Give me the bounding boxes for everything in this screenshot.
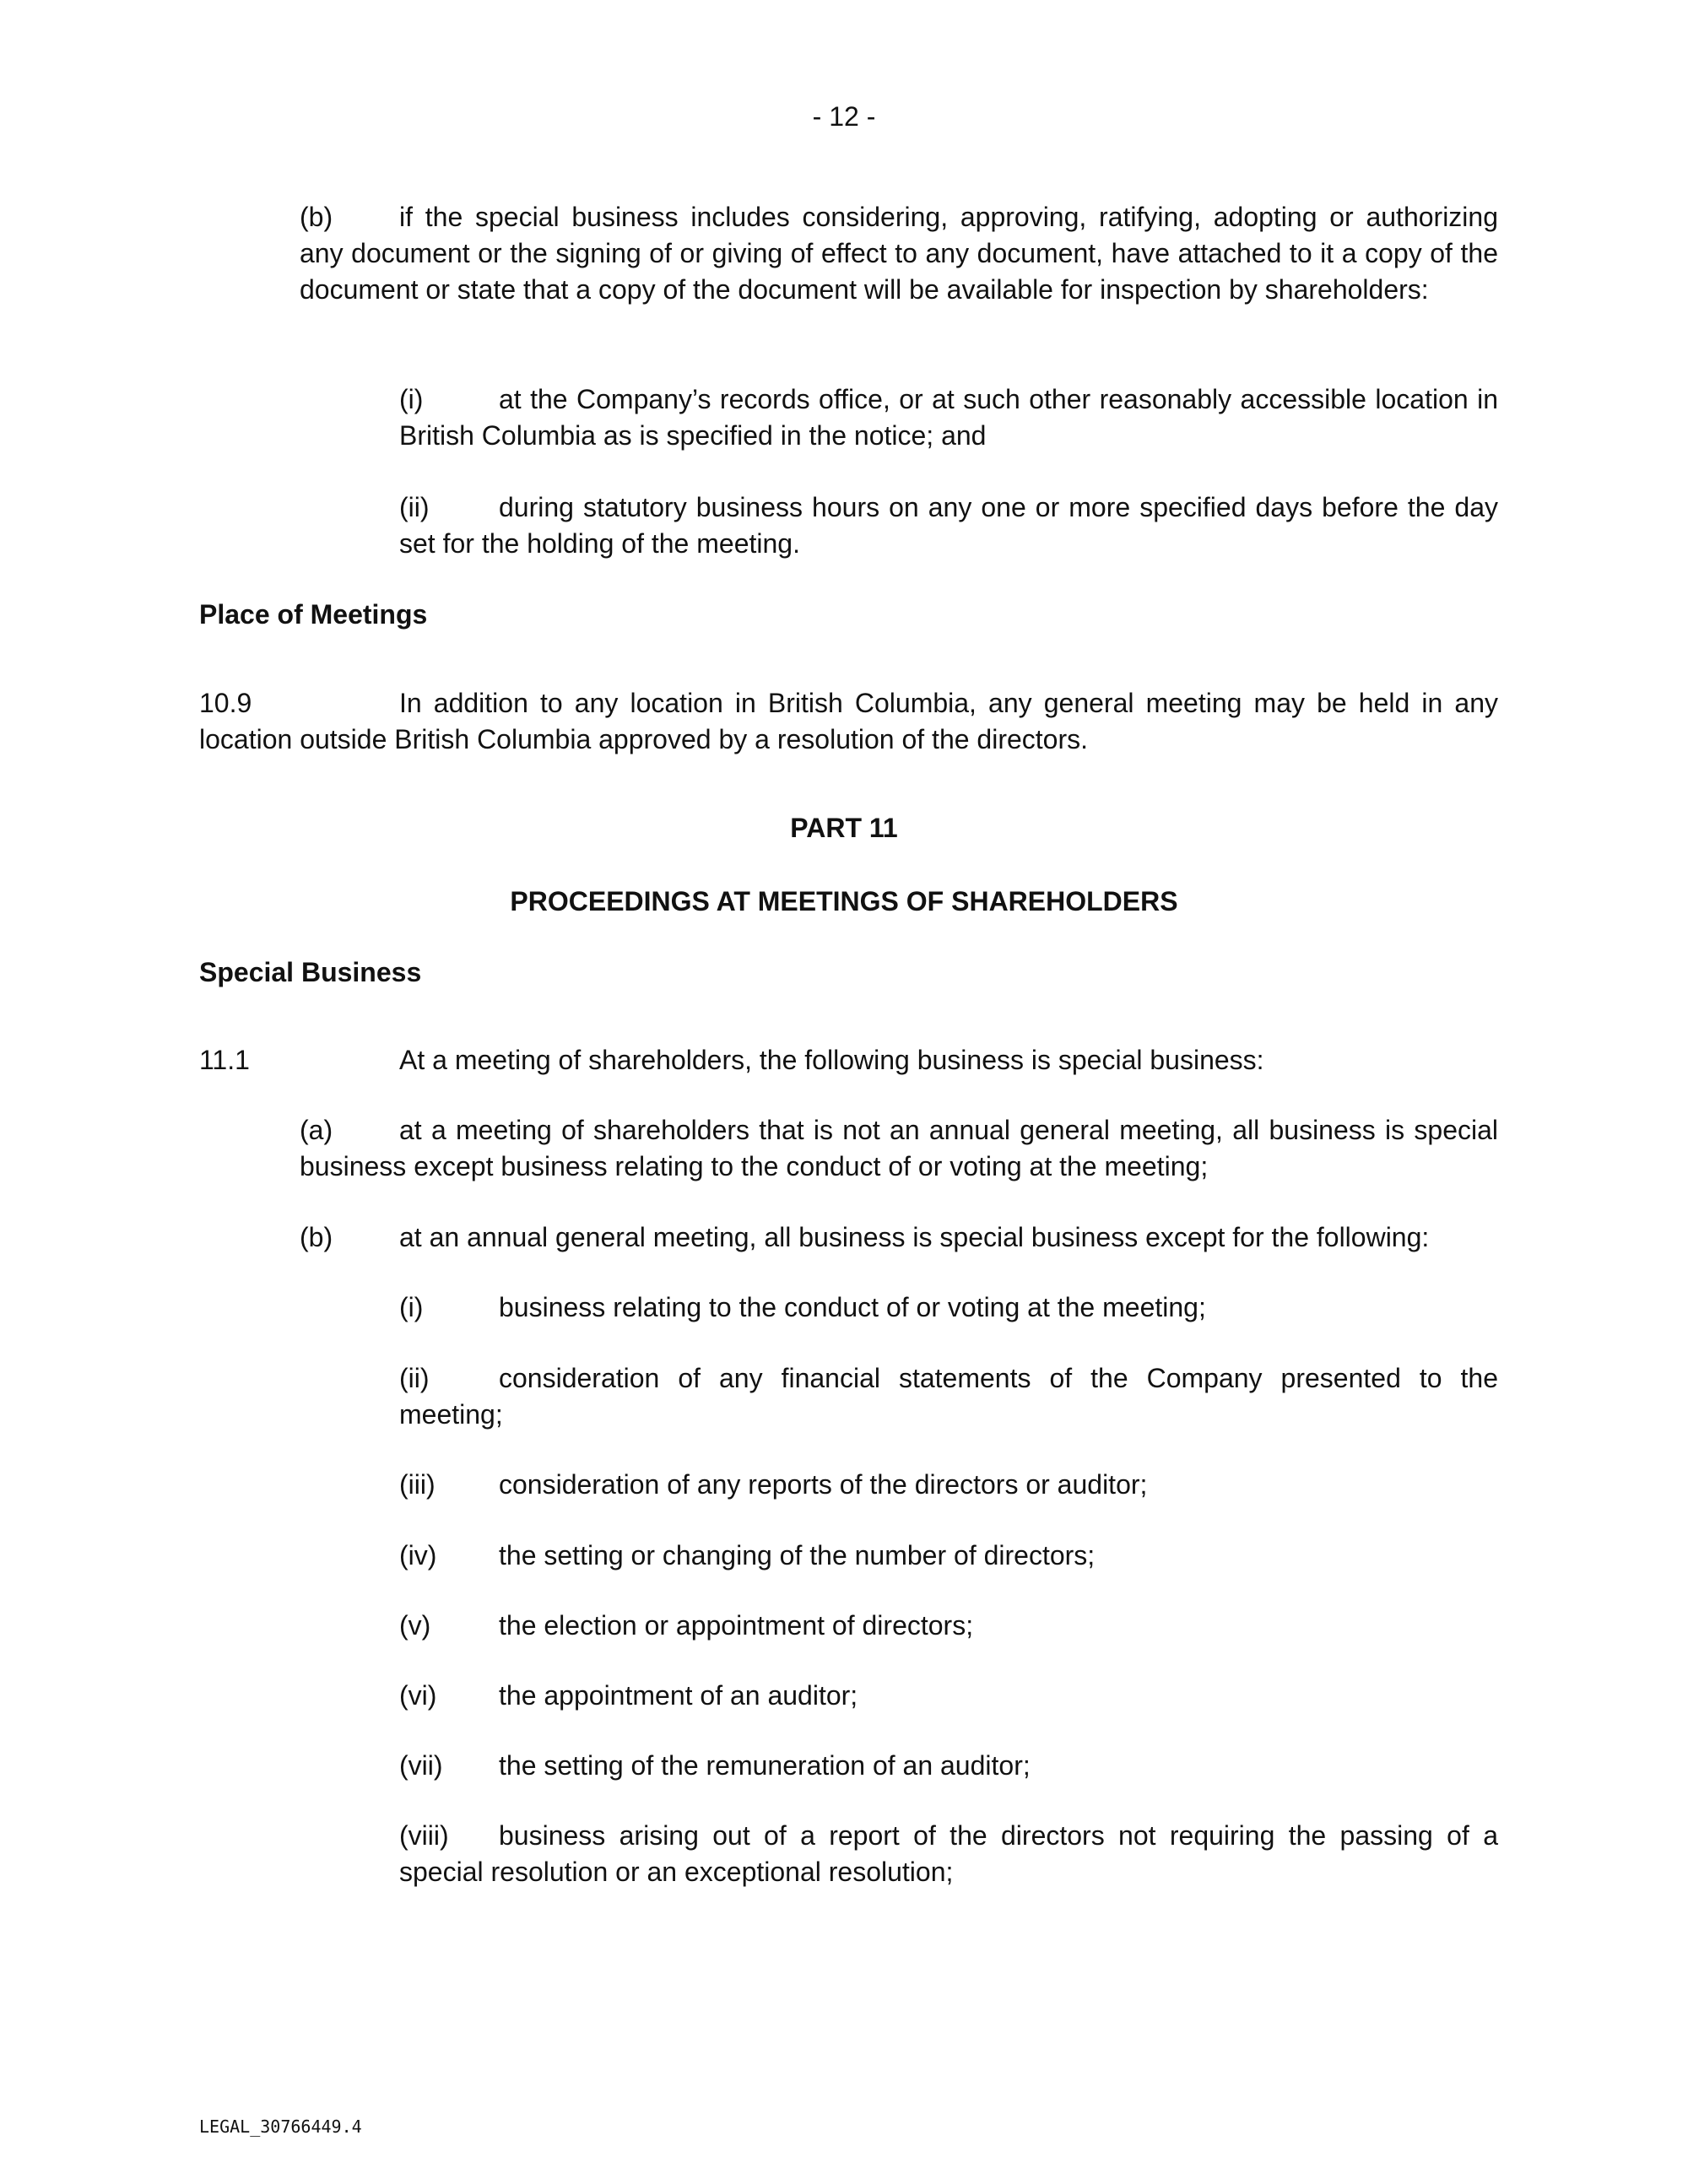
subclause-ii-top <box>399 489 1498 562</box>
subclause-i-top <box>399 381 1498 454</box>
page-number: - 12 - <box>812 101 876 132</box>
clause-text: at an annual general meeting, all business is special business except for the following: <box>399 1222 1430 1252</box>
clause-label: (b) <box>300 1222 333 1252</box>
clause-b-top <box>300 199 1498 308</box>
clause-b <box>300 1219 1498 1256</box>
list-item <box>399 1608 1498 1644</box>
item-text: the election or appointment of directors; <box>499 1610 974 1641</box>
list-item <box>399 1360 1498 1433</box>
item-label: (v) <box>399 1610 431 1641</box>
document-id-footer: LEGAL_30766449.4 <box>199 2116 362 2137</box>
section-number: 10.9 <box>199 688 252 718</box>
item-text: the setting or changing of the number of directors; <box>499 1540 1096 1570</box>
list-item <box>399 1818 1498 1890</box>
clause-label: (a) <box>300 1115 333 1145</box>
clause-label: (i) <box>399 384 424 414</box>
list-item <box>399 1289 1498 1326</box>
item-text: the setting of the remuneration of an auditor; <box>499 1750 1031 1781</box>
clause-label: (b) <box>300 202 333 232</box>
list-item <box>399 1467 1498 1503</box>
item-text: consideration of any reports of the directors or auditor; <box>499 1469 1148 1500</box>
item-label: (vii) <box>399 1750 443 1781</box>
item-text: the appointment of an auditor; <box>499 1680 858 1711</box>
item-label: (viii) <box>399 1820 449 1851</box>
list-item <box>399 1678 1498 1714</box>
part-subtitle: PROCEEDINGS AT MEETINGS OF SHAREHOLDERS <box>510 886 1178 916</box>
clause-a <box>300 1112 1498 1185</box>
section-text: In addition to any location in British Columbia, any general meeting may be held in any location outside British Columbia approved by a resolution of the directors. <box>199 688 1498 754</box>
item-text: business arising out of a report of the directors not requiring the passing of a special resolution or an exceptional resolution; <box>399 1820 1498 1887</box>
clause-label: (ii) <box>399 492 430 522</box>
item-label: (vi) <box>399 1680 437 1711</box>
clause-text: at a meeting of shareholders that is not an annual general meeting, all business is special business except business relating to the conduct of or voting at the meeting; <box>300 1115 1498 1181</box>
list-item <box>399 1538 1498 1574</box>
item-label: (i) <box>399 1292 424 1322</box>
section-heading-place-of-meetings: Place of Meetings <box>199 599 428 630</box>
clause-text: if the special business includes considering, approving, ratifying, adopting or authorizing any document or the signing of or giving of effect to any document, have attached to it a copy of the document or state that a copy of the document will be available for inspection by shareholders: <box>300 202 1498 305</box>
item-text: business relating to the conduct of or voting at the meeting; <box>499 1292 1206 1322</box>
item-label: (iii) <box>399 1469 436 1500</box>
part-title: PART 11 <box>790 813 898 843</box>
item-text: consideration of any financial statements of the Company presented to the meeting; <box>399 1363 1498 1430</box>
section-heading-special-business: Special Business <box>199 957 422 987</box>
section-10-9 <box>199 685 1498 758</box>
section-number: 11.1 <box>199 1045 250 1075</box>
list-item <box>399 1748 1498 1784</box>
item-label: (iv) <box>399 1540 437 1570</box>
clause-text: at the Company’s records office, or at such other reasonably accessible location in British Columbia as is specified in the notice; and <box>399 384 1498 451</box>
section-11-1 <box>199 1042 1498 1078</box>
section-text: At a meeting of shareholders, the following business is special business: <box>399 1045 1264 1075</box>
item-label: (ii) <box>399 1363 430 1393</box>
clause-text: during statutory business hours on any one or more specified days before the day set for the holding of the meeting. <box>399 492 1498 559</box>
